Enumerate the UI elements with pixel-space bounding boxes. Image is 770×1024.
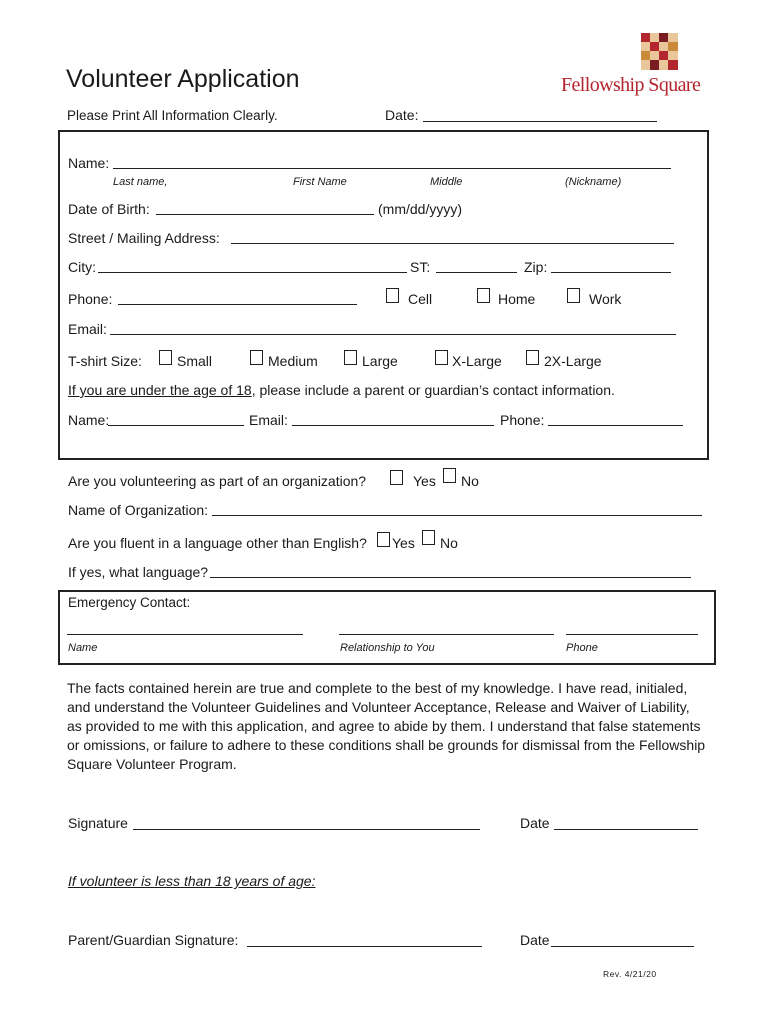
size-xlarge-label: X-Large <box>452 353 502 369</box>
email-line[interactable] <box>110 334 676 335</box>
revision-note: Rev. 4/21/20 <box>603 969 657 979</box>
home-checkbox[interactable] <box>477 288 490 303</box>
minor-note-underlined: If you are under the age of 18 <box>68 382 252 398</box>
middle-name-caption: Middle <box>430 176 463 188</box>
guardian-signature-label: Parent/Guardian Signature: <box>68 932 239 948</box>
guardian-email-line[interactable] <box>292 425 494 426</box>
cell-label: Cell <box>408 291 433 307</box>
minor-heading: If volunteer is less than 18 years of age: <box>68 873 316 889</box>
cell-checkbox[interactable] <box>386 288 399 303</box>
date-label: Date: <box>385 107 419 123</box>
size-small-label: Small <box>177 353 213 369</box>
tshirt-label: T-shirt Size: <box>68 353 142 369</box>
agreement-text: The facts contained herein are true and complete to the best of my knowledge. I have read, initialed, and understand the Volunteer Guidelines and Volunteer Acceptance, Release and Waiver of Liability, as provided to me with this application, and agree to abide by them. I understand that false statements or omissions, or failure to adhere to these conditions shall be grounds for dismissal from the Fellowship Square Volunteer Program. <box>67 680 706 772</box>
organization-no-label: No <box>461 473 479 489</box>
language-which-line[interactable] <box>210 577 691 578</box>
logo-text: Fellowship Square <box>561 74 701 96</box>
name-label: Name: <box>68 155 110 171</box>
language-no-label: No <box>440 535 458 551</box>
organization-name-line[interactable] <box>212 515 702 516</box>
address-line[interactable] <box>231 243 674 244</box>
name-line[interactable] <box>113 168 671 169</box>
dob-label: Date of Birth: <box>68 201 150 217</box>
last-name-caption: Last name, <box>113 176 168 188</box>
state-label: ST: <box>410 259 431 275</box>
first-name-caption: First Name <box>293 176 347 188</box>
emergency-name-line[interactable] <box>67 634 303 635</box>
nickname-caption: (Nickname) <box>565 176 622 188</box>
organization-yes-checkbox[interactable] <box>390 470 403 485</box>
guardian-email-label: Email: <box>249 412 288 428</box>
phone-line[interactable] <box>118 304 357 305</box>
page-title: Volunteer Application <box>66 65 300 93</box>
signature-date-line[interactable] <box>554 829 698 830</box>
date-line[interactable] <box>423 121 657 122</box>
emergency-phone-caption: Phone <box>566 642 598 654</box>
organization-name-label: Name of Organization: <box>68 502 209 518</box>
size-small-checkbox[interactable] <box>159 350 172 365</box>
signature-date-label: Date <box>520 815 550 831</box>
state-line[interactable] <box>436 272 517 273</box>
guardian-phone-line[interactable] <box>548 425 683 426</box>
size-medium-checkbox[interactable] <box>250 350 263 365</box>
minor-note-rest: , please include a parent or guardian’s contact information. <box>251 382 615 398</box>
guardian-name-line[interactable] <box>108 425 244 426</box>
size-medium-label: Medium <box>268 353 318 369</box>
emergency-relationship-line[interactable] <box>339 634 554 635</box>
print-instruction: Please Print All Information Clearly. <box>67 108 278 123</box>
email-label: Email: <box>68 321 107 337</box>
phone-label: Phone: <box>68 291 113 307</box>
city-line[interactable] <box>98 272 407 273</box>
signature-label: Signature <box>68 815 128 831</box>
size-large-checkbox[interactable] <box>344 350 357 365</box>
zip-label: Zip: <box>524 259 548 275</box>
emergency-relationship-caption: Relationship to You <box>340 642 435 654</box>
fellowship-square-logo-icon <box>641 33 678 70</box>
size-xlarge-checkbox[interactable] <box>435 350 448 365</box>
city-label: City: <box>68 259 96 275</box>
emergency-name-caption: Name <box>68 642 98 654</box>
size-2xlarge-checkbox[interactable] <box>526 350 539 365</box>
language-yes-label: Yes <box>392 535 415 551</box>
language-which-label: If yes, what language? <box>68 564 209 580</box>
home-label: Home <box>498 291 536 307</box>
organization-question: Are you volunteering as part of an organization? <box>68 473 367 489</box>
organization-yes-label: Yes <box>413 473 436 489</box>
work-checkbox[interactable] <box>567 288 580 303</box>
language-yes-checkbox[interactable] <box>377 532 390 547</box>
guardian-date-label: Date <box>520 932 550 948</box>
guardian-phone-label: Phone: <box>500 412 545 428</box>
organization-no-checkbox[interactable] <box>443 468 456 483</box>
size-large-label: Large <box>362 353 398 369</box>
language-question: Are you fluent in a language other than English? <box>68 535 367 551</box>
dob-line[interactable] <box>156 214 374 215</box>
zip-line[interactable] <box>551 272 671 273</box>
size-2xlarge-label: 2X-Large <box>544 353 602 369</box>
work-label: Work <box>589 291 622 307</box>
guardian-signature-line[interactable] <box>247 946 482 947</box>
guardian-date-line[interactable] <box>551 946 694 947</box>
signature-line[interactable] <box>133 829 480 830</box>
minor-note <box>68 382 615 399</box>
emergency-contact-title: Emergency Contact: <box>68 595 191 610</box>
language-no-checkbox[interactable] <box>422 530 435 545</box>
address-label: Street / Mailing Address: <box>68 230 220 246</box>
emergency-phone-line[interactable] <box>566 634 698 635</box>
guardian-name-label: Name: <box>68 412 110 428</box>
dob-format: (mm/dd/yyyy) <box>378 201 462 217</box>
